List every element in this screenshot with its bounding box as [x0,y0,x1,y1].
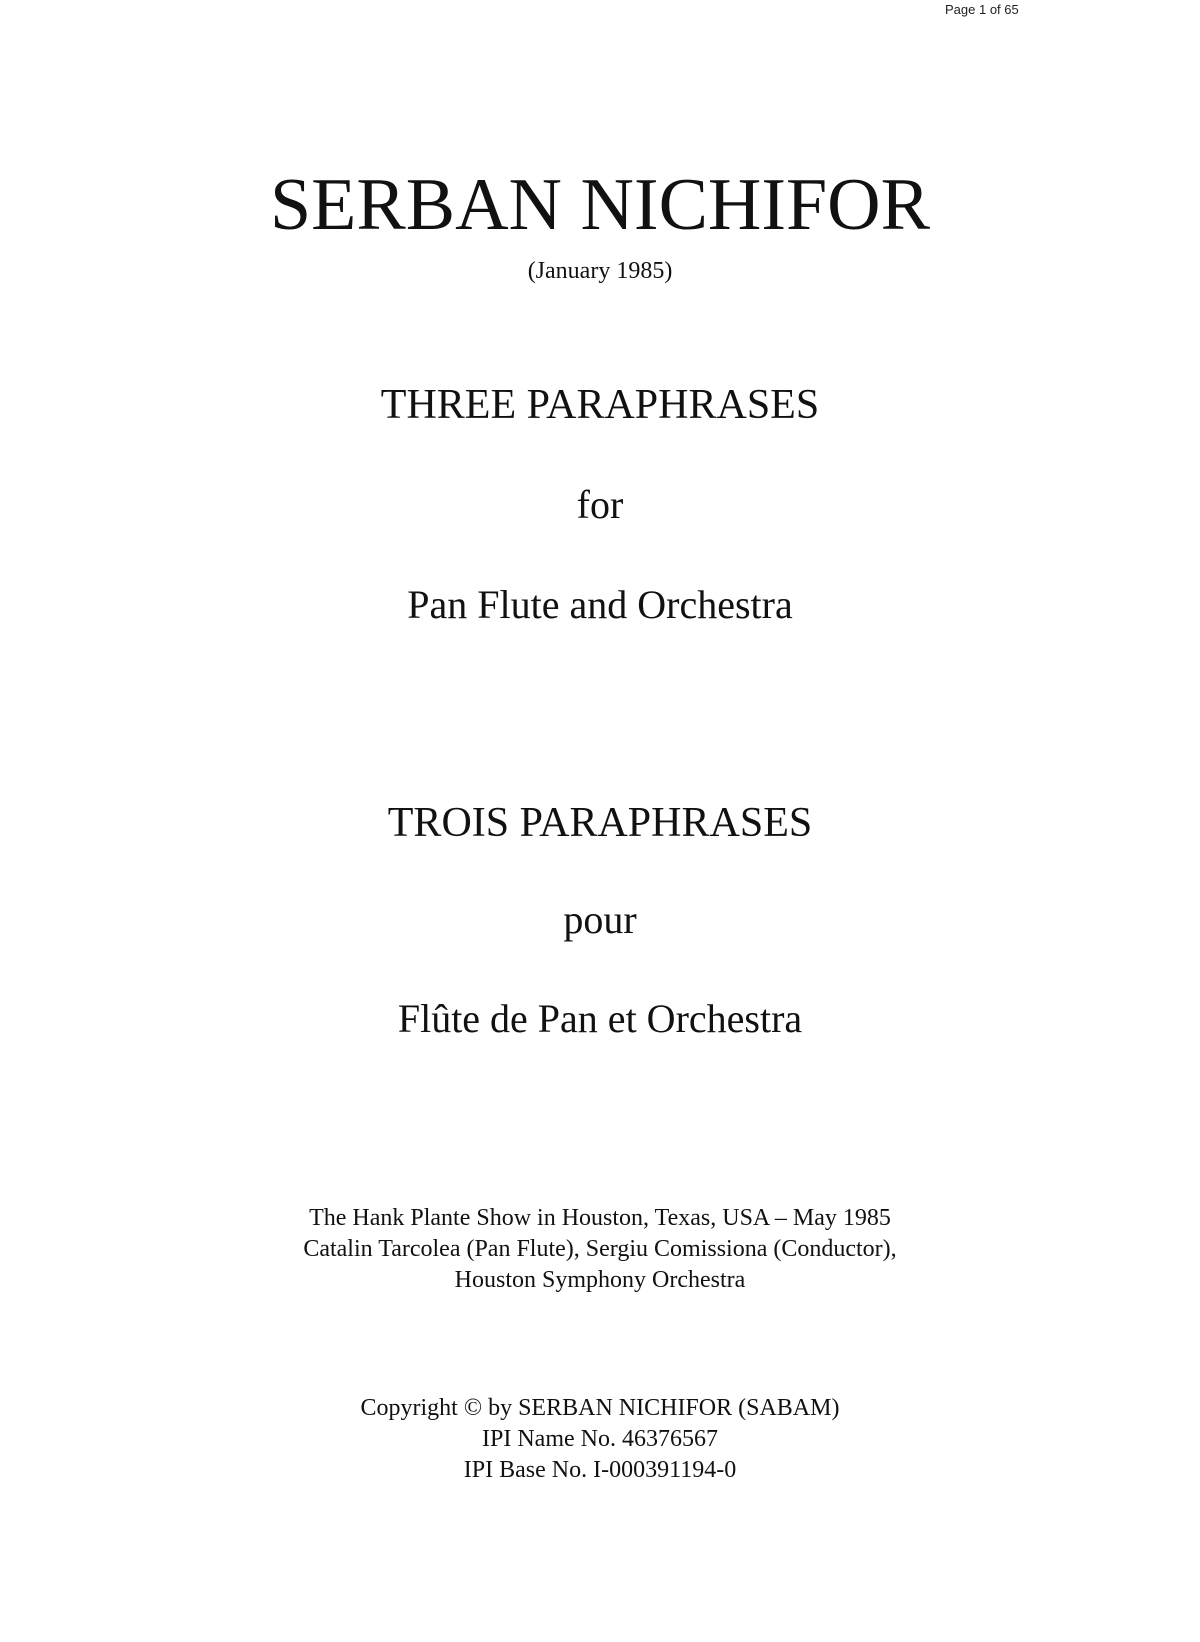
work-title-french: TROIS PARAPHRASES [387,800,813,846]
ipi-base-line: IPI Base No. I-000391194-0 [463,1457,737,1483]
connector-english: for [576,482,624,527]
premiere-line: The Hank Plante Show in Houston, Texas, USA – May 1985 [309,1205,891,1231]
connector-french: pour [563,897,637,942]
composer-name: SERBAN NICHIFOR [270,164,930,246]
page-indicator: Page 1 of 65 [945,2,1019,17]
instrumentation-french: Flûte de Pan et Orchestra [397,996,803,1041]
composition-date: (January 1985) [527,258,673,284]
premiere-info [0,1203,1200,1296]
copyright-line: Copyright © by SERBAN NICHIFOR (SABAM) [360,1395,840,1421]
work-title-english: THREE PARAPHRASES [380,382,820,428]
copyright-info [0,1393,1200,1486]
premiere-line: Houston Symphony Orchestra [454,1267,746,1293]
premiere-line: Catalin Tarcolea (Pan Flute), Sergiu Comissiona (Conductor), [303,1236,897,1262]
instrumentation-english: Pan Flute and Orchestra [407,582,793,627]
ipi-name-line: IPI Name No. 46376567 [482,1426,718,1452]
